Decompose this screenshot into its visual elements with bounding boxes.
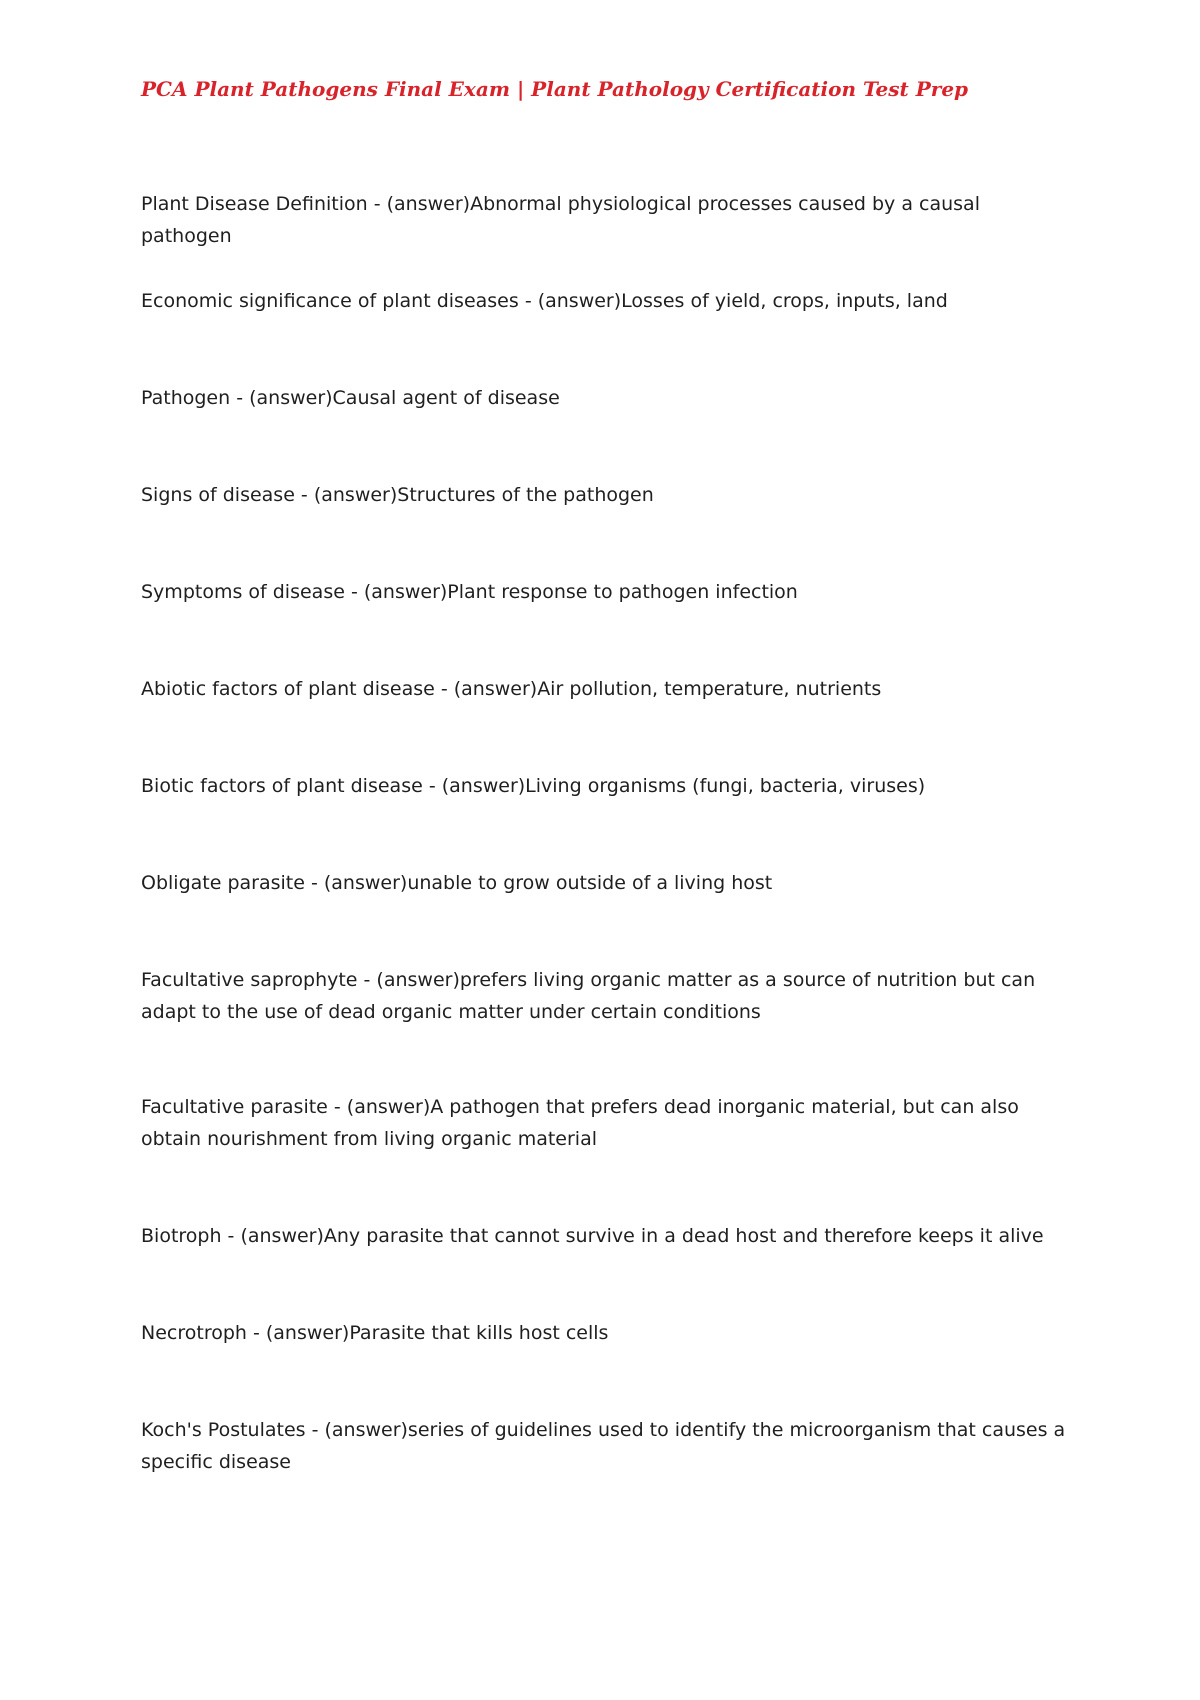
flashcard-entry: Biotic factors of plant disease - (answer)Living organisms (fungi, bacteria, viruses) (141, 775, 926, 797)
flashcard-entry: Facultative parasite - (answer)A pathogen that prefers dead inorganic material, but can also obtain nourishment from living organic material (141, 1096, 1019, 1150)
flashcard-entry: Plant Disease Definition - (answer)Abnormal physiological processes caused by a causal pathogen (141, 193, 980, 247)
document-title: PCA Plant Pathogens Final Exam | Plant Pathology Certification Test Prep (141, 77, 969, 101)
flashcard-entry: Pathogen - (answer)Causal agent of disease (141, 387, 560, 409)
flashcard-entry: Facultative saprophyte - (answer)prefers living organic matter as a source of nutrition but can adapt to the use of dead organic matter under certain conditions (141, 969, 1036, 1023)
flashcard-entry: Abiotic factors of plant disease - (answer)Air pollution, temperature, nutrients (141, 678, 882, 700)
flashcard-entry: Biotroph - (answer)Any parasite that cannot survive in a dead host and therefore keeps it alive (141, 1225, 1044, 1247)
flashcard-entry: Symptoms of disease - (answer)Plant response to pathogen infection (141, 581, 798, 603)
flashcard-entry: Obligate parasite - (answer)unable to grow outside of a living host (141, 872, 773, 894)
flashcard-entry: Economic significance of plant diseases - (answer)Losses of yield, crops, inputs, land (141, 290, 948, 312)
flashcard-entry: Signs of disease - (answer)Structures of the pathogen (141, 484, 654, 506)
flashcard-entry: Necrotroph - (answer)Parasite that kills host cells (141, 1322, 609, 1344)
flashcard-entry: Koch's Postulates - (answer)series of guidelines used to identify the microorganism that causes a specific disease (141, 1419, 1066, 1473)
